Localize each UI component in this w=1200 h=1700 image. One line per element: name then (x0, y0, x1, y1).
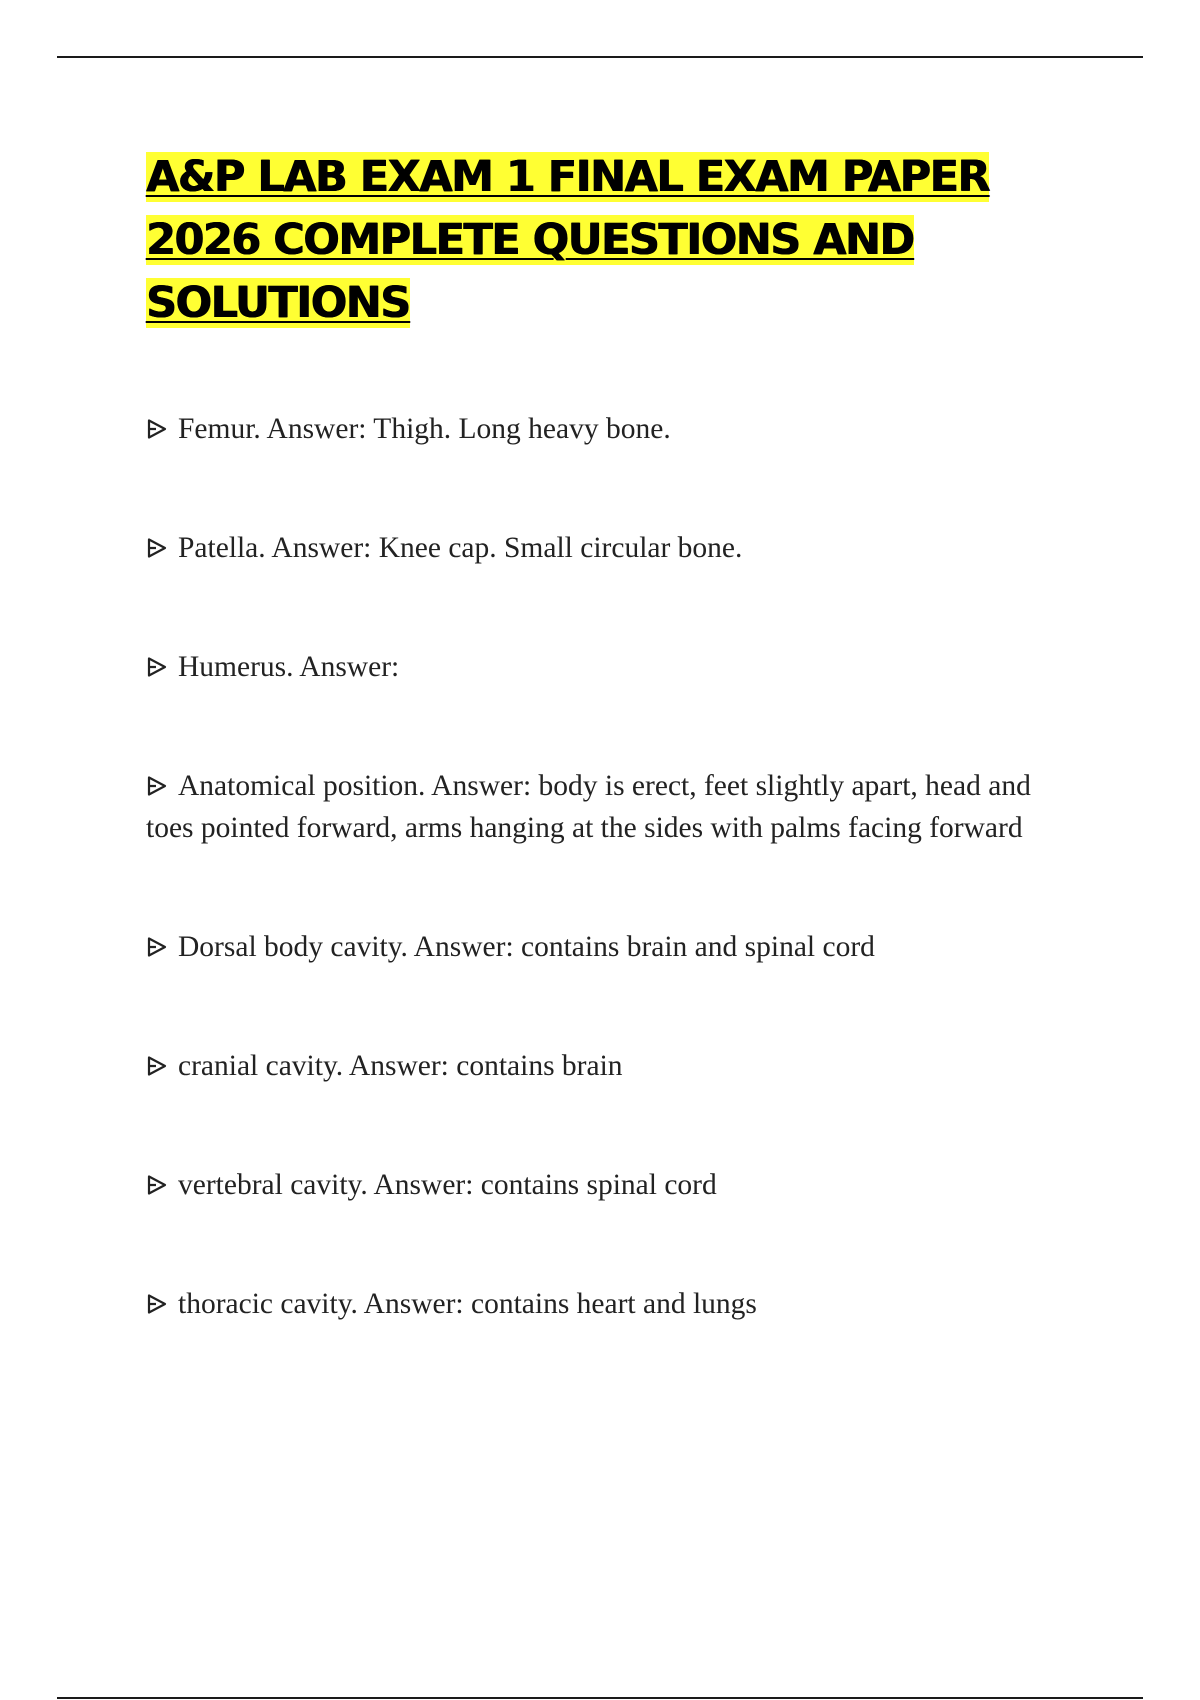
triangle-outline-arrow-icon (146, 936, 178, 958)
list-item (146, 1283, 1066, 1325)
list-item (146, 646, 1066, 688)
document-title (146, 146, 1076, 335)
triangle-outline-arrow-icon (146, 1055, 178, 1077)
list-item (146, 765, 1066, 849)
question-list (146, 408, 1066, 1325)
list-item (146, 926, 1066, 968)
item-text: thoracic cavity. Answer: contains heart and lungs (178, 1288, 757, 1320)
triangle-outline-arrow-icon (146, 656, 178, 678)
item-text: Humerus. Answer: (178, 651, 400, 683)
item-text: Anatomical position. Answer: body is erect, feet slightly apart, head and toes pointed forward, arms hanging at the sides with palms facing forward (146, 770, 1031, 844)
triangle-outline-arrow-icon (146, 1293, 178, 1315)
item-text: Patella. Answer: Knee cap. Small circular bone. (178, 532, 743, 564)
triangle-outline-arrow-icon (146, 418, 178, 440)
list-item (146, 527, 1066, 569)
triangle-outline-arrow-icon (146, 1174, 178, 1196)
list-item (146, 408, 1066, 450)
triangle-outline-arrow-icon (146, 775, 178, 797)
list-item (146, 1164, 1066, 1206)
item-text: vertebral cavity. Answer: contains spinal cord (178, 1169, 717, 1201)
item-text: cranial cavity. Answer: contains brain (178, 1050, 623, 1082)
item-text: Dorsal body cavity. Answer: contains brain and spinal cord (178, 931, 875, 963)
footer-rule (57, 1697, 1143, 1699)
list-item (146, 1045, 1066, 1087)
header-rule (57, 56, 1143, 58)
triangle-outline-arrow-icon (146, 537, 178, 559)
title-highlight: A&P LAB EXAM 1 FINAL EXAM PAPER 2026 COMPLETE QUESTIONS AND SOLUTIONS (146, 152, 990, 328)
item-text: Femur. Answer: Thigh. Long heavy bone. (178, 413, 671, 445)
